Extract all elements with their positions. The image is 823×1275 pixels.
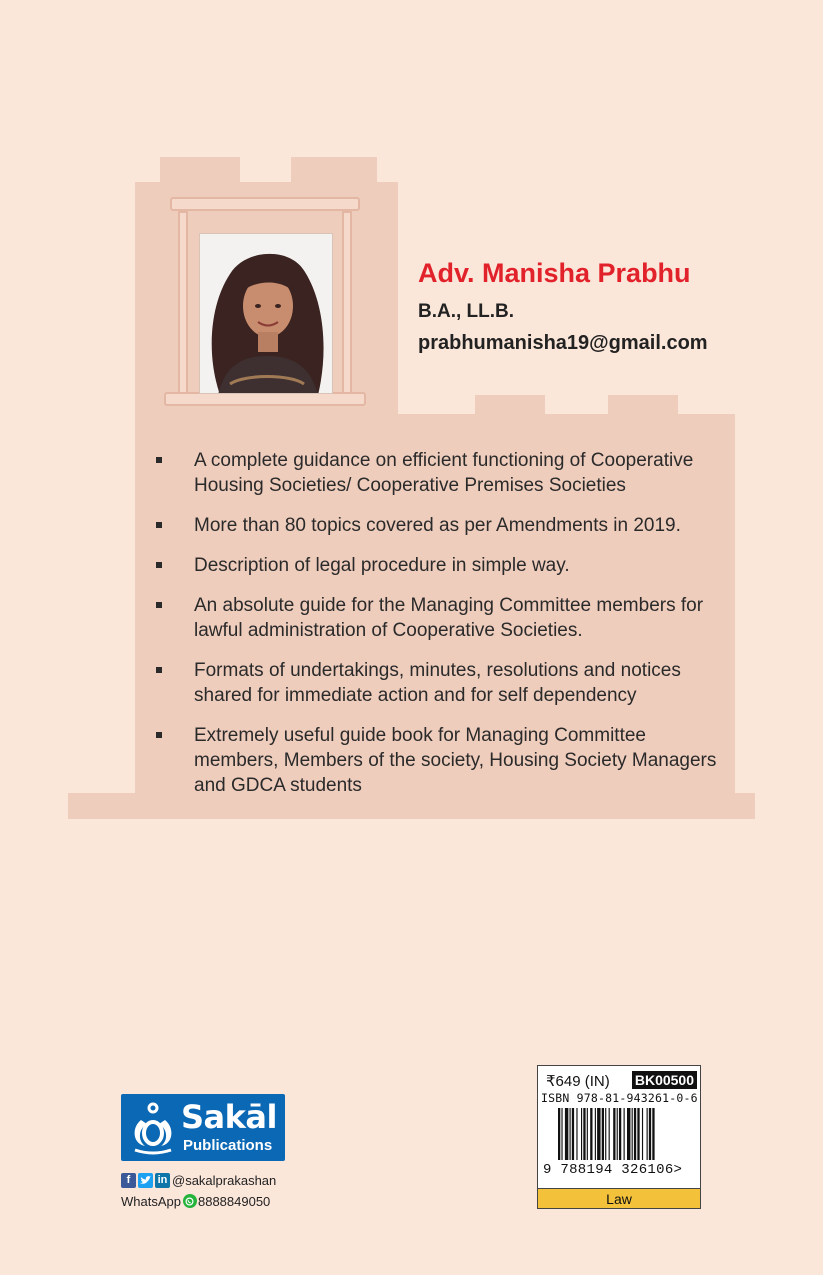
list-item: An absolute guide for the Managing Committee members for lawful administration of Cooperative Societies. [152, 593, 732, 643]
author-degree: B.A., LL.B. [418, 301, 515, 322]
barcode-digits: 9 788194 326106> [543, 1162, 683, 1178]
bullet-icon [156, 522, 162, 528]
whatsapp-contact [121, 1193, 270, 1209]
barcode-icon [558, 1108, 696, 1160]
social-links [121, 1172, 276, 1188]
category-band: Law [538, 1188, 700, 1208]
window-frame-left [178, 211, 188, 394]
bullet-icon [156, 457, 162, 463]
window-frame-top [170, 197, 360, 211]
isbn-barcode-box [537, 1065, 701, 1209]
price-label: ₹649 (IN) [546, 1073, 610, 1090]
whatsapp-label: WhatsApp [121, 1193, 181, 1209]
list-item: Description of legal procedure in simple way. [152, 553, 732, 578]
sakal-emblem-icon [127, 1100, 179, 1155]
bullet-icon [156, 732, 162, 738]
publisher-name: Sakāl [181, 1098, 277, 1136]
publisher-subtitle: Publications [183, 1137, 273, 1154]
window-frame-sill [164, 392, 366, 406]
book-code: BK00500 [632, 1071, 697, 1089]
whatsapp-icon [183, 1194, 197, 1208]
window-frame-right [342, 211, 352, 394]
author-email[interactable]: prabhumanisha19@gmail.com [418, 332, 708, 354]
list-item: Extremely useful guide book for Managing Committee members, Members of the society, Housing Society Managers and GDCA students [152, 723, 732, 798]
linkedin-icon[interactable]: in [155, 1173, 170, 1188]
social-handle[interactable]: @sakalprakashan [172, 1172, 277, 1188]
author-photo [199, 233, 333, 394]
facebook-icon[interactable]: f [121, 1173, 136, 1188]
twitter-icon[interactable] [138, 1173, 153, 1188]
whatsapp-number[interactable]: 8888849050 [197, 1193, 271, 1209]
publisher-logo [121, 1094, 285, 1161]
list-item: More than 80 topics covered as per Amendments in 2019. [152, 513, 732, 538]
bullet-icon [156, 562, 162, 568]
list-item: A complete guidance on efficient functioning of Cooperative Housing Societies/ Cooperative Premises Societies [152, 448, 732, 498]
feature-list [152, 448, 732, 813]
author-name: Adv. Manisha Prabhu [418, 258, 691, 288]
list-item: Formats of undertakings, minutes, resolutions and notices shared for immediate action and for self dependency [152, 658, 732, 708]
bullet-icon [156, 602, 162, 608]
isbn-text: ISBN 978-81-943261-0-6 [541, 1091, 698, 1105]
bullet-icon [156, 667, 162, 673]
